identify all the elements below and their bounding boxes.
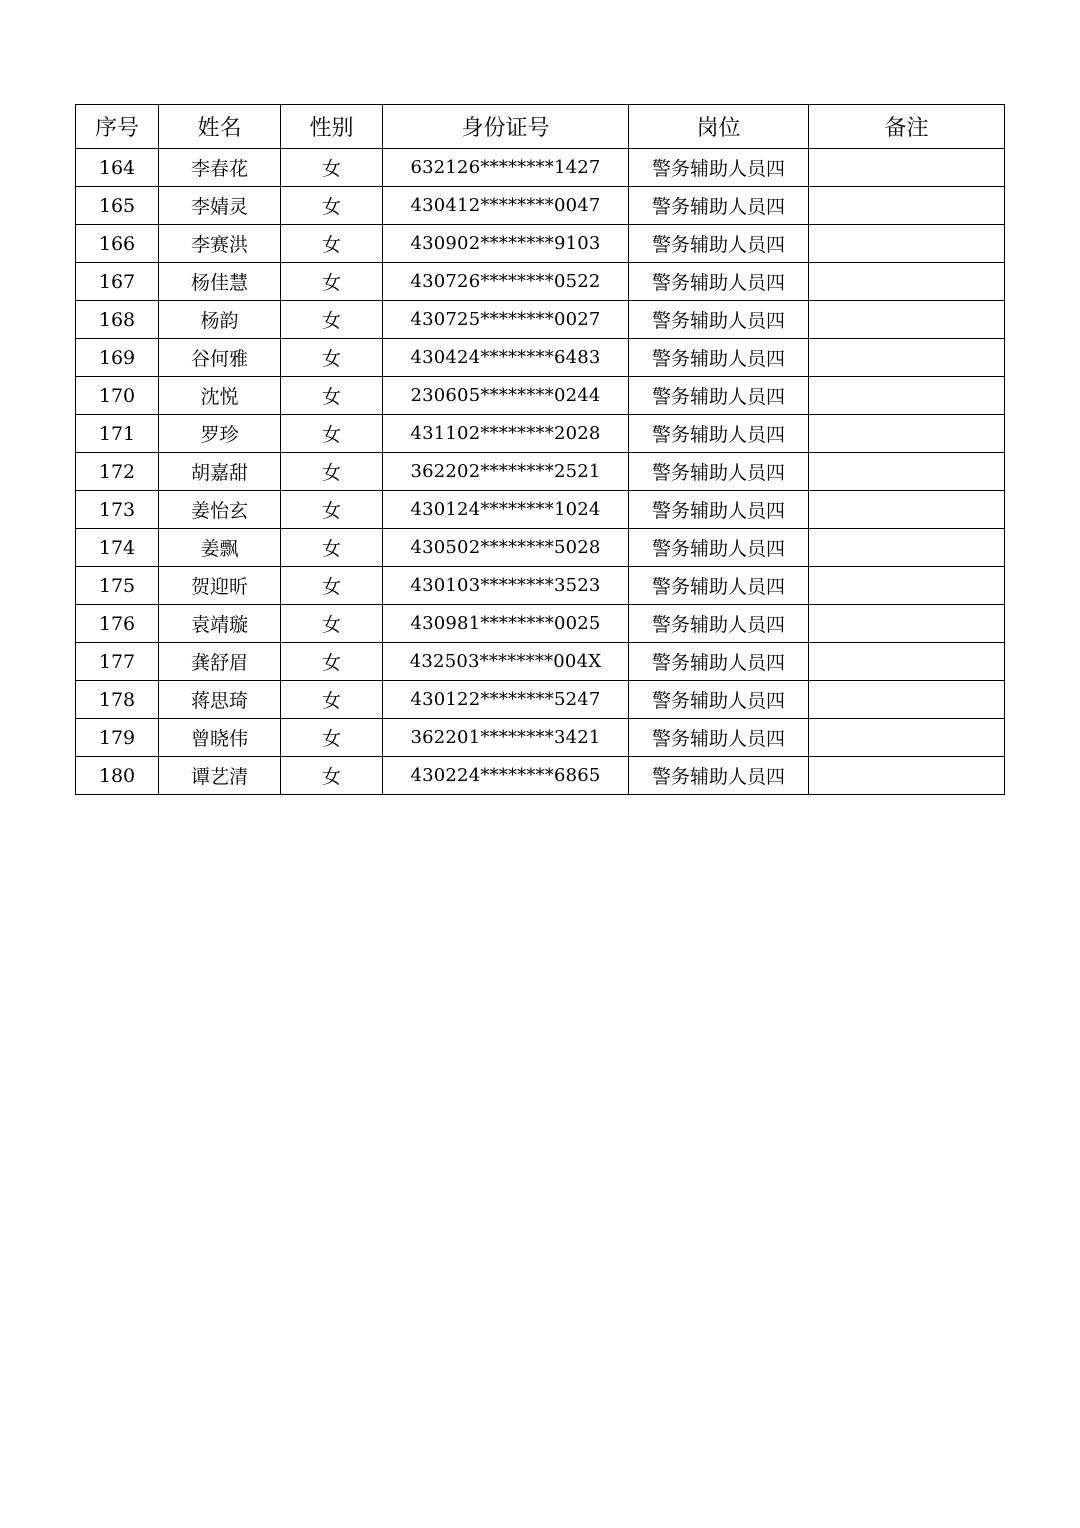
cell-name: 李婧灵 [159,187,281,225]
cell-remark [809,757,1005,795]
cell-remark [809,263,1005,301]
table-row [76,453,1005,491]
cell-position: 警务辅助人员四 [629,415,809,453]
header-gender: 性别 [281,105,383,149]
table-header [76,105,1005,149]
cell-remark [809,225,1005,263]
table-row [76,377,1005,415]
table-row [76,757,1005,795]
roster-table [75,104,1005,795]
cell-position: 警务辅助人员四 [629,529,809,567]
cell-index: 170 [76,377,159,415]
cell-index: 174 [76,529,159,567]
cell-position: 警务辅助人员四 [629,643,809,681]
cell-remark [809,491,1005,529]
cell-name: 袁靖璇 [159,605,281,643]
cell-remark [809,681,1005,719]
cell-name: 谷何雅 [159,339,281,377]
cell-index: 180 [76,757,159,795]
table-row [76,225,1005,263]
cell-gender: 女 [281,453,383,491]
cell-gender: 女 [281,681,383,719]
table-row [76,301,1005,339]
cell-gender: 女 [281,263,383,301]
table-row [76,415,1005,453]
header-position: 岗位 [629,105,809,149]
cell-id-number: 431102********2028 [383,415,629,453]
cell-index: 164 [76,149,159,187]
cell-gender: 女 [281,567,383,605]
cell-position: 警务辅助人员四 [629,453,809,491]
cell-id-number: 430725********0027 [383,301,629,339]
cell-id-number: 430902********9103 [383,225,629,263]
cell-gender: 女 [281,491,383,529]
header-id-number: 身份证号 [383,105,629,149]
cell-gender: 女 [281,719,383,757]
cell-remark [809,605,1005,643]
cell-index: 171 [76,415,159,453]
cell-index: 177 [76,643,159,681]
cell-name: 罗珍 [159,415,281,453]
cell-remark [809,643,1005,681]
cell-name: 谭艺清 [159,757,281,795]
cell-name: 曾晓伟 [159,719,281,757]
cell-index: 172 [76,453,159,491]
cell-id-number: 430981********0025 [383,605,629,643]
table-row [76,567,1005,605]
cell-gender: 女 [281,415,383,453]
cell-remark [809,339,1005,377]
cell-position: 警务辅助人员四 [629,567,809,605]
cell-id-number: 430122********5247 [383,681,629,719]
cell-index: 165 [76,187,159,225]
cell-position: 警务辅助人员四 [629,149,809,187]
cell-position: 警务辅助人员四 [629,301,809,339]
cell-id-number: 430424********6483 [383,339,629,377]
table-row [76,605,1005,643]
header-row [76,105,1005,149]
cell-gender: 女 [281,643,383,681]
cell-id-number: 632126********1427 [383,149,629,187]
cell-gender: 女 [281,301,383,339]
cell-index: 176 [76,605,159,643]
cell-id-number: 362202********2521 [383,453,629,491]
cell-position: 警务辅助人员四 [629,339,809,377]
cell-id-number: 432503********004X [383,643,629,681]
table-row [76,187,1005,225]
cell-position: 警务辅助人员四 [629,719,809,757]
table-row [76,643,1005,681]
cell-index: 167 [76,263,159,301]
table-row [76,681,1005,719]
cell-id-number: 362201********3421 [383,719,629,757]
table-row [76,529,1005,567]
cell-id-number: 230605********0244 [383,377,629,415]
header-remark: 备注 [809,105,1005,149]
cell-gender: 女 [281,529,383,567]
cell-name: 李春花 [159,149,281,187]
cell-position: 警务辅助人员四 [629,225,809,263]
cell-position: 警务辅助人员四 [629,187,809,225]
cell-gender: 女 [281,377,383,415]
cell-remark [809,301,1005,339]
cell-index: 168 [76,301,159,339]
cell-remark [809,149,1005,187]
cell-gender: 女 [281,187,383,225]
table-row [76,719,1005,757]
cell-remark [809,529,1005,567]
cell-remark [809,453,1005,491]
cell-index: 169 [76,339,159,377]
cell-remark [809,719,1005,757]
header-name: 姓名 [159,105,281,149]
cell-name: 杨韵 [159,301,281,339]
table-row [76,491,1005,529]
cell-gender: 女 [281,149,383,187]
cell-id-number: 430726********0522 [383,263,629,301]
cell-name: 沈悦 [159,377,281,415]
cell-id-number: 430124********1024 [383,491,629,529]
cell-remark [809,567,1005,605]
cell-name: 蒋思琦 [159,681,281,719]
cell-gender: 女 [281,757,383,795]
cell-gender: 女 [281,339,383,377]
header-index: 序号 [76,105,159,149]
cell-index: 179 [76,719,159,757]
cell-remark [809,187,1005,225]
table-row [76,149,1005,187]
table-body [76,149,1005,795]
cell-position: 警务辅助人员四 [629,491,809,529]
cell-name: 贺迎昕 [159,567,281,605]
cell-position: 警务辅助人员四 [629,681,809,719]
cell-position: 警务辅助人员四 [629,605,809,643]
cell-id-number: 430103********3523 [383,567,629,605]
cell-index: 166 [76,225,159,263]
cell-id-number: 430412********0047 [383,187,629,225]
cell-gender: 女 [281,605,383,643]
cell-id-number: 430224********6865 [383,757,629,795]
cell-position: 警务辅助人员四 [629,377,809,415]
cell-name: 杨佳慧 [159,263,281,301]
table-row [76,339,1005,377]
cell-name: 龚舒眉 [159,643,281,681]
cell-name: 姜飘 [159,529,281,567]
cell-remark [809,377,1005,415]
cell-index: 173 [76,491,159,529]
cell-position: 警务辅助人员四 [629,263,809,301]
cell-index: 175 [76,567,159,605]
cell-name: 胡嘉甜 [159,453,281,491]
table-row [76,263,1005,301]
cell-id-number: 430502********5028 [383,529,629,567]
cell-name: 李赛洪 [159,225,281,263]
cell-name: 姜怡玄 [159,491,281,529]
cell-index: 178 [76,681,159,719]
cell-gender: 女 [281,225,383,263]
cell-position: 警务辅助人员四 [629,757,809,795]
cell-remark [809,415,1005,453]
